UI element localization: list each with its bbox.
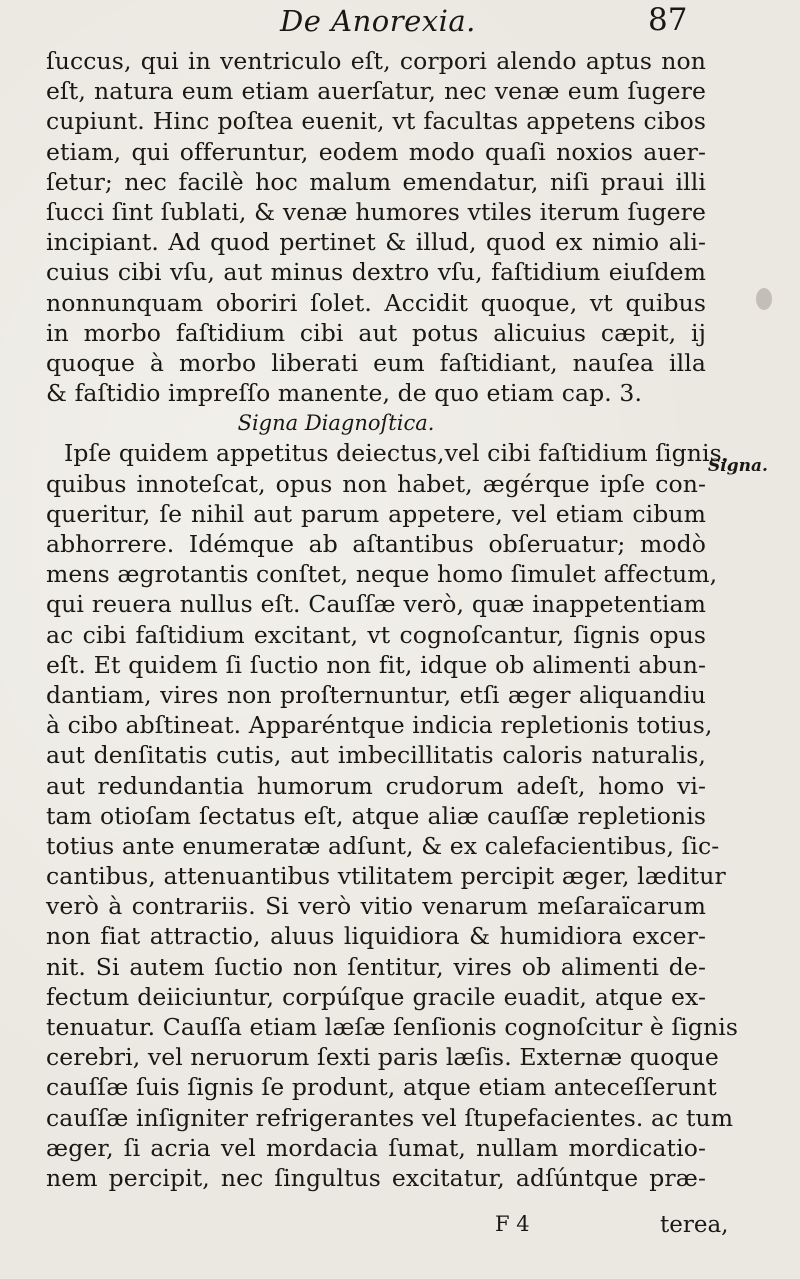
text-line: cantibus, attenuantibus vtilitatem percipit æger, læditur	[46, 862, 726, 891]
text-line: ſuccus, qui in ventriculo eſt, corpori alendo aptus non	[46, 47, 706, 75]
text-line: cupiunt. Hinc poſtea euenit, vt facultas appetens cibos	[46, 107, 706, 136]
text-line: mens ægrotantis conſtet, neque homo ſimulet affectum,	[46, 560, 718, 589]
text-line: aut denſitatis cutis, aut imbecillitatis caloris naturalis,	[46, 741, 706, 770]
text-line: nem percipit, nec ſingultus excitatur, adſúntque præ-	[46, 1163, 706, 1192]
text-line: cerebri, vel neruorum ſexti paris læſis. Externæ quoque	[46, 1043, 719, 1072]
margin-note: Signa.	[708, 456, 768, 476]
text-line: quibus innoteſcat, opus non habet, ægérque ipſe con-	[46, 469, 706, 498]
text-line: cuius cibi vſu, aut minus dextro vſu, faſtidium eiuſdem	[46, 258, 706, 287]
page-footer	[0, 1212, 800, 1252]
text-line: Ipſe quidem appetitus deiectus,vel cibi faſtidium ſignis,	[64, 439, 730, 468]
text-line: non fiat attractio, aluus liquidiora & humidiora excer-	[46, 922, 706, 951]
text-line: æger, ſi acria vel mordacia ſumat, nullam mordicatio-	[46, 1133, 706, 1162]
ink-blot	[756, 288, 772, 310]
page-number: 87	[648, 2, 688, 38]
paragraph-1	[46, 46, 706, 408]
text-line: cauſſæ ſuis ſignis ſe produnt, atque etiam anteceſſerunt	[46, 1073, 717, 1102]
text-line: ſucci ſint ſublati, & venæ humores vtiles iterum ſugere	[46, 197, 706, 226]
text-line: abhorrere. Idémque ab aſtantibus obſeruatur; modò	[46, 530, 706, 558]
running-title: De Anorexia.	[280, 4, 476, 38]
text-line: qui reuera nullus eſt. Cauſſæ verò, quæ inappetentiam	[46, 590, 706, 619]
text-line: cauſſæ inſigniter refrigerantes vel ſtupefacientes. ac tum	[46, 1103, 734, 1132]
text-line: etiam, qui offeruntur, eodem modo quaſi noxios auer-	[46, 137, 706, 166]
text-line: aut redundantia humorum crudorum adeſt, homo vi-	[46, 771, 706, 800]
main-text	[46, 46, 739, 1193]
text-line: totius ante enumeratæ adſunt, & ex calefacientibus, ſic-	[46, 831, 720, 860]
catchword: terea,	[660, 1212, 729, 1238]
signature-mark: F 4	[495, 1212, 530, 1236]
section-heading: Signa Diagnoſtica.	[237, 411, 435, 436]
text-line: nit. Si autem ſuctio non ſentitur, vires ob alimenti de-	[46, 952, 706, 981]
page-header	[0, 2, 800, 46]
text-line: quoque à morbo liberati eum faſtidiant, nauſea illa	[46, 348, 706, 377]
text-line: nonnunquam oboriri ſolet. Accidit quoque, vt quibus	[46, 288, 706, 317]
text-line: & faſtidio impreſſo manente, de quo etiam cap. 3.	[46, 379, 643, 408]
text-line: eſt. Et quidem ſi ſuctio non fit, idque ob alimenti abun-	[46, 650, 706, 679]
text-line: dantiam, vires non proſternuntur, etſi æger aliquandiu	[46, 680, 706, 709]
text-line: verò à contrariis. Si verò vitio venarum meſaraïcarum	[46, 892, 706, 921]
text-line: tam otioſam ſectatus eſt, atque aliæ cauſſæ repletionis	[46, 801, 706, 830]
text-line: ſetur; nec facilè hoc malum emendatur, niſi praui illi	[46, 167, 706, 196]
text-line: tenuatur. Cauſſa etiam læſæ ſenſionis cognoſcitur è ſignis	[46, 1013, 739, 1041]
text-line: ac cibi faſtidium excitant, vt cognoſcantur, ſignis opus	[46, 620, 706, 649]
text-line: in morbo faſtidium cibi aut potus alicuius cæpit, ij	[46, 318, 706, 347]
text-line: incipiant. Ad quod pertinet & illud, quod ex nimio ali-	[46, 228, 706, 257]
text-line: eſt, natura eum etiam auerſatur, nec venæ eum ſugere	[46, 77, 706, 106]
text-line: à cibo abſtineat. Apparéntque indicia repletionis totius,	[46, 711, 713, 740]
text-line: fectum deiiciuntur, corpúſque gracile euadit, atque ex-	[46, 982, 706, 1011]
text-line: queritur, ſe nihil aut parum appetere, vel etiam cibum	[46, 499, 706, 528]
